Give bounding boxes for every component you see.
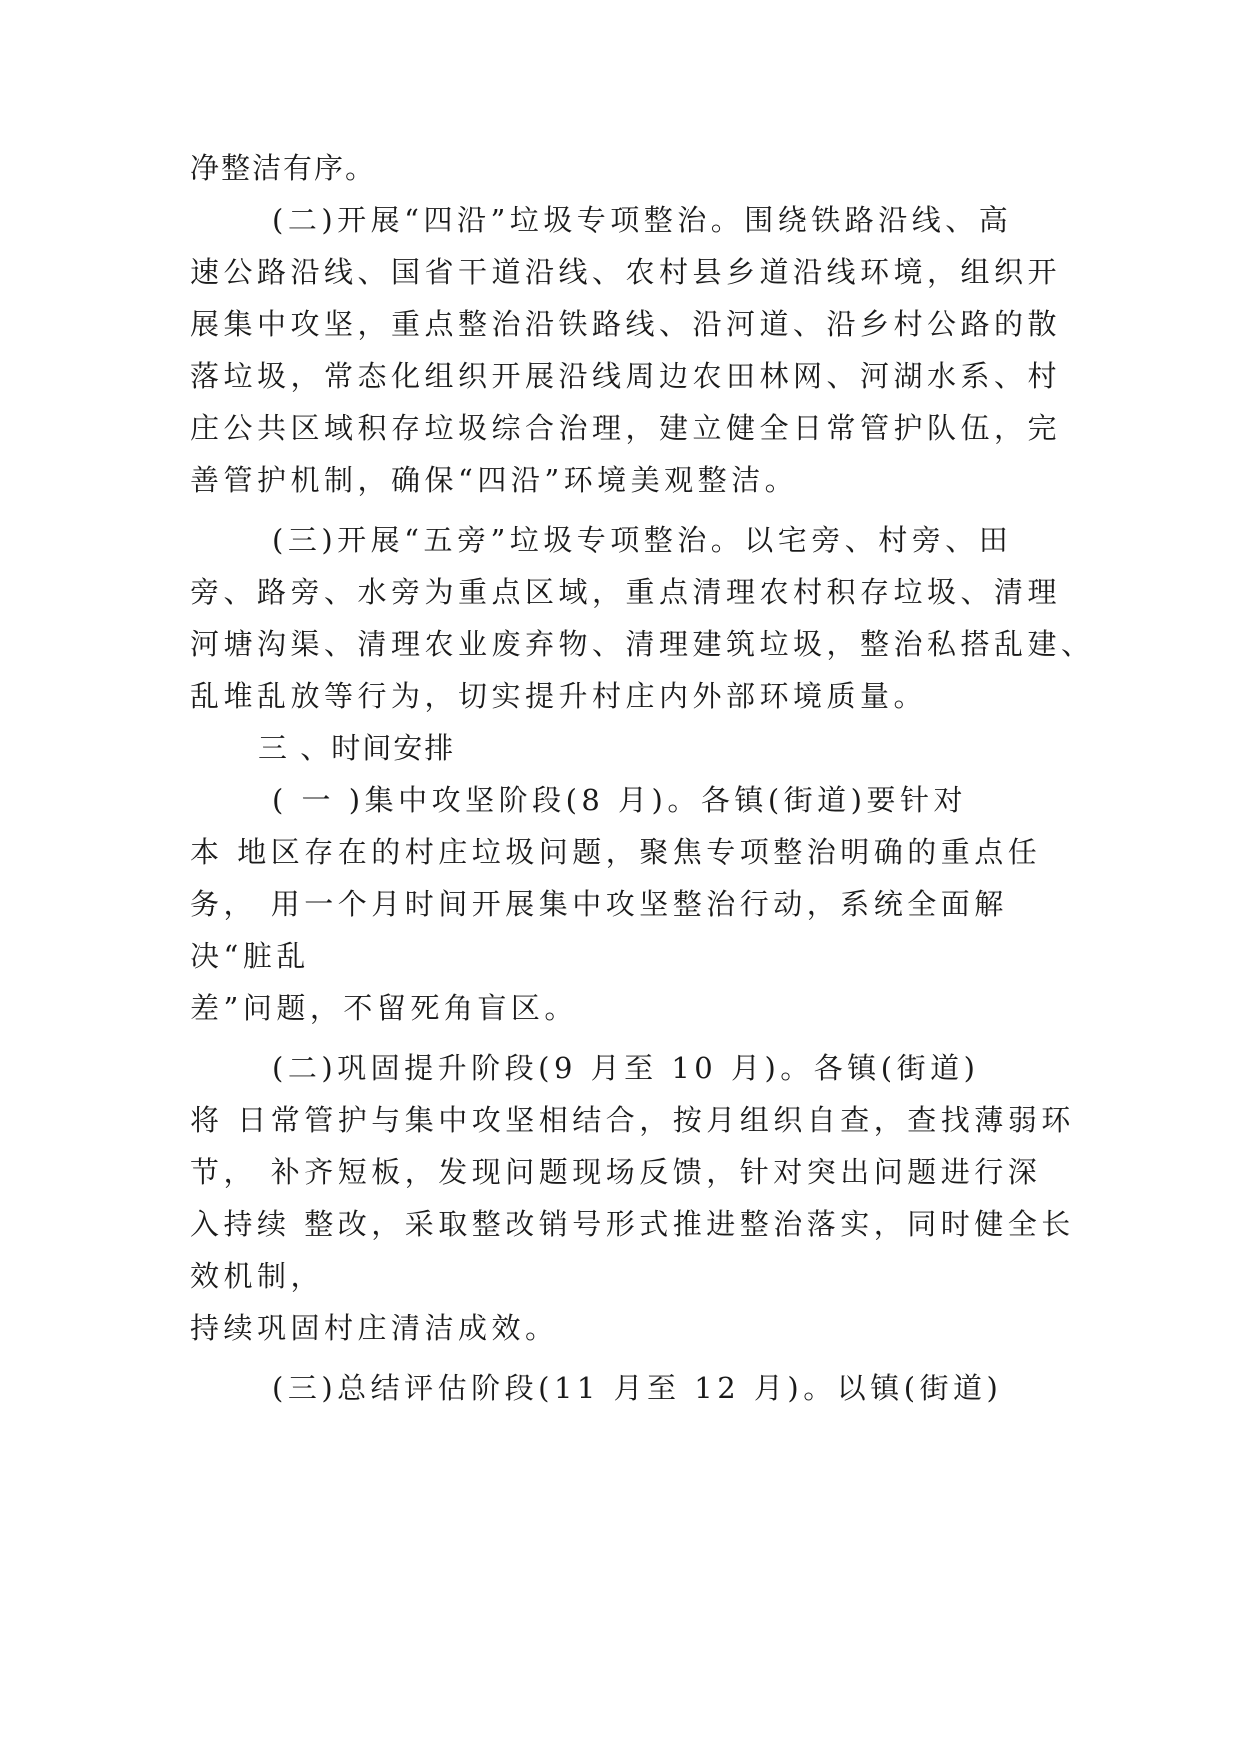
text-line: 落垃圾，常态化组织开展沿线周边农田林网、河湖水系、村 [190,359,1062,393]
text-line: 乱堆乱放等行为，切实提升村庄内外部环境质量。 [190,679,928,713]
text-line: 将 日常管护与集中攻坚相结合，按月组织自查，查找薄弱环 [190,1103,1075,1137]
text-line: 速公路沿线、国省干道沿线、农村县乡道沿线环境，组织开 [190,255,1062,289]
text-line: 展集中攻坚，重点整治沿铁路线、沿河道、沿乡村公路的散 [190,307,1062,341]
text-line: 河塘沟渠、清理农业废弃物、清理建筑垃圾，整治私搭乱建、 [190,627,1095,661]
text-line: 善管护机制，确保“四沿”环境美观整洁。 [190,463,799,497]
paragraph-heading: (三)开展“五旁”垃圾专项整治。以宅旁、村旁、田 [272,523,1013,557]
paragraph-heading: (二)巩固提升阶段(9 月至 10 月)。各镇(街道) [272,1051,980,1085]
text-line: 务， 用一个月时间开展集中攻坚整治行动，系统全面解 [190,887,1008,921]
text-line: 旁、路旁、水旁为重点区域，重点清理农村积存垃圾、清理 [190,575,1062,609]
section-heading: 三 、时间安排 [258,731,456,765]
text-line: 节， 补齐短板，发现问题现场反馈，针对突出问题进行深 [190,1155,1042,1189]
paragraph-heading: (三)总结评估阶段(11 月至 12 月)。以镇(街道) [272,1371,1003,1405]
text-line: 决“脏乱 [190,939,310,973]
text-line: 庄公共区域积存垃圾综合治理，建立健全日常管护队伍，完 [190,411,1062,445]
text-line: 持续巩固村庄清洁成效。 [190,1311,559,1345]
text-line: 效机制， [190,1259,325,1293]
text-line: 入持续 整改，采取整改销号形式推进整治落实，同时健全长 [190,1207,1075,1241]
paragraph-heading: (二)开展“四沿”垃圾专项整治。围绕铁路沿线、高 [272,203,1013,237]
text-line: 净整洁有序。 [190,151,377,185]
text-line: 本 地区存在的村庄垃圾问题，聚焦专项整治明确的重点任 [190,835,1042,869]
text-line: 差”问题，不留死角盲区。 [190,991,578,1025]
paragraph-heading: ( 一 )集中攻坚阶段(8 月)。各镇(街道)要针对 [272,783,967,817]
